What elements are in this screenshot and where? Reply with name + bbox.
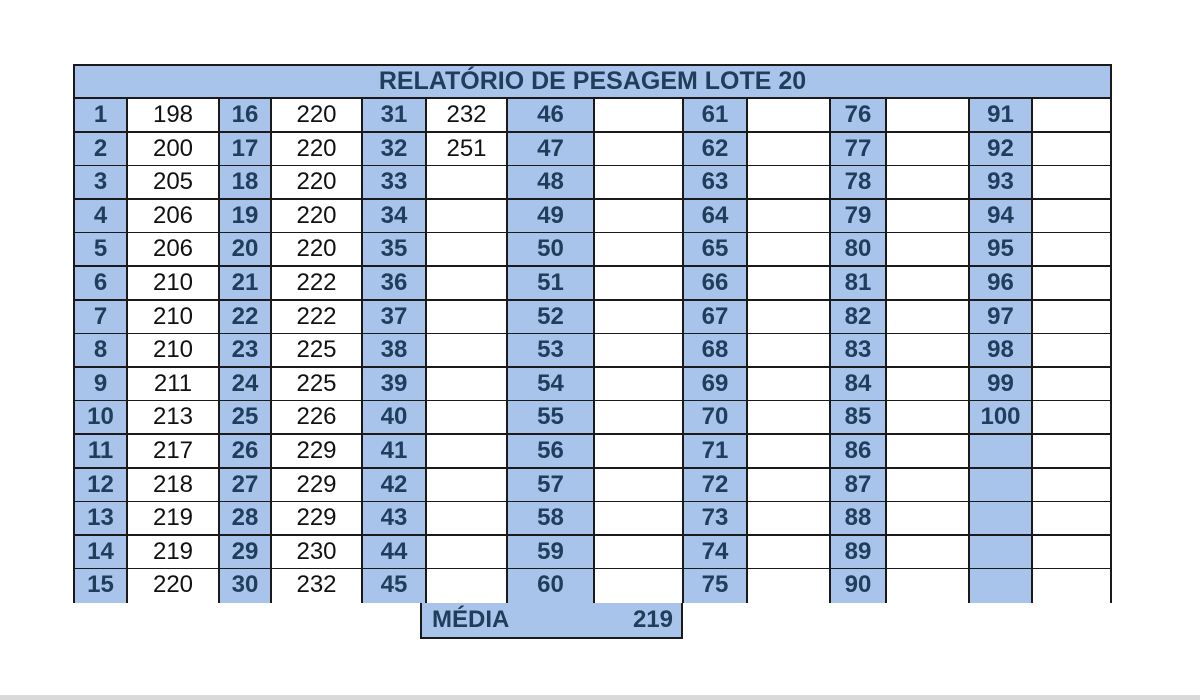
weight-value-cell: 220 <box>272 166 363 200</box>
weight-value-cell <box>887 368 970 402</box>
item-number-cell: 29 <box>220 536 272 570</box>
weight-value-cell <box>595 99 684 133</box>
weight-value-cell: 220 <box>272 200 363 234</box>
weight-value-cell <box>1033 133 1110 167</box>
weight-value-cell <box>595 166 684 200</box>
weight-value-cell <box>887 133 970 167</box>
weight-value-cell <box>427 233 508 267</box>
weight-value-cell <box>427 502 508 536</box>
item-number-cell: 90 <box>831 569 887 603</box>
item-number-cell: 75 <box>684 569 748 603</box>
weight-value-cell <box>887 267 970 301</box>
item-number-cell: 12 <box>75 469 128 503</box>
weight-value-cell <box>427 334 508 368</box>
item-number-cell: 84 <box>831 368 887 402</box>
item-number-cell: 63 <box>684 166 748 200</box>
item-number-cell: 83 <box>831 334 887 368</box>
item-number-cell: 61 <box>684 99 748 133</box>
weight-value-cell: 200 <box>128 133 220 167</box>
item-number-cell: 79 <box>831 200 887 234</box>
weight-value-cell <box>748 435 831 469</box>
weight-value-cell <box>748 469 831 503</box>
item-number-cell: 15 <box>75 569 128 603</box>
weight-value-cell <box>427 435 508 469</box>
item-number-cell: 5 <box>75 233 128 267</box>
weight-value-cell <box>1033 233 1110 267</box>
weight-value-cell: 232 <box>272 569 363 603</box>
average-summary <box>420 603 683 639</box>
weight-value-cell <box>748 401 831 435</box>
weight-value-cell <box>748 233 831 267</box>
item-number-cell: 22 <box>220 301 272 335</box>
weight-value-cell: 251 <box>427 133 508 167</box>
item-number-cell: 3 <box>75 166 128 200</box>
weight-value-cell <box>887 166 970 200</box>
weight-value-cell <box>595 301 684 335</box>
weight-value-cell <box>595 569 684 603</box>
item-number-cell: 62 <box>684 133 748 167</box>
item-number-cell: 60 <box>508 569 595 603</box>
weight-value-cell <box>1033 502 1110 536</box>
weight-value-cell <box>887 435 970 469</box>
item-number-cell: 96 <box>970 267 1033 301</box>
item-number-cell: 56 <box>508 435 595 469</box>
weight-value-cell <box>887 536 970 570</box>
item-number-cell: 28 <box>220 502 272 536</box>
weight-value-cell <box>748 301 831 335</box>
item-number-cell: 85 <box>831 401 887 435</box>
item-number-cell: 14 <box>75 536 128 570</box>
weight-value-cell <box>1033 368 1110 402</box>
weight-value-cell <box>748 200 831 234</box>
item-number-cell: 74 <box>684 536 748 570</box>
item-number-cell: 10 <box>75 401 128 435</box>
item-number-cell: 78 <box>831 166 887 200</box>
item-number-cell: 67 <box>684 301 748 335</box>
weight-value-cell <box>748 334 831 368</box>
weight-value-cell: 229 <box>272 469 363 503</box>
weight-value-cell <box>887 569 970 603</box>
weight-value-cell: 210 <box>128 267 220 301</box>
item-number-cell: 17 <box>220 133 272 167</box>
item-number-cell: 93 <box>970 166 1033 200</box>
weight-value-cell <box>748 166 831 200</box>
item-number-cell: 98 <box>970 334 1033 368</box>
weight-value-cell <box>887 99 970 133</box>
item-number-cell: 80 <box>831 233 887 267</box>
item-number-cell: 44 <box>363 536 427 570</box>
item-number-cell: 31 <box>363 99 427 133</box>
item-number-cell: 99 <box>970 368 1033 402</box>
weight-value-cell: 225 <box>272 368 363 402</box>
item-number-cell: 2 <box>75 133 128 167</box>
weight-value-cell <box>748 99 831 133</box>
item-number-cell: 51 <box>508 267 595 301</box>
weight-value-cell <box>427 267 508 301</box>
item-number-cell: 91 <box>970 99 1033 133</box>
weight-value-cell: 222 <box>272 267 363 301</box>
weight-value-cell <box>1033 334 1110 368</box>
item-number-cell: 32 <box>363 133 427 167</box>
report-title: RELATÓRIO DE PESAGEM LOTE 20 <box>75 66 1110 99</box>
weight-value-cell <box>427 569 508 603</box>
weight-value-cell <box>887 469 970 503</box>
weight-value-cell: 226 <box>272 401 363 435</box>
item-number-cell: 36 <box>363 267 427 301</box>
item-number-cell: 81 <box>831 267 887 301</box>
weight-value-cell: 220 <box>272 133 363 167</box>
weight-value-cell: 219 <box>128 536 220 570</box>
item-number-cell: 49 <box>508 200 595 234</box>
item-number-cell: 1 <box>75 99 128 133</box>
item-number-cell: 24 <box>220 368 272 402</box>
weight-value-cell <box>887 502 970 536</box>
item-number-cell: 4 <box>75 200 128 234</box>
item-number-cell: 86 <box>831 435 887 469</box>
weight-value-cell: 229 <box>272 435 363 469</box>
item-number-cell: 34 <box>363 200 427 234</box>
weight-value-cell: 211 <box>128 368 220 402</box>
weight-value-cell <box>1033 267 1110 301</box>
item-number-cell: 18 <box>220 166 272 200</box>
item-number-cell: 37 <box>363 301 427 335</box>
weight-value-cell <box>595 401 684 435</box>
weight-value-cell <box>748 267 831 301</box>
average-value: 219 <box>632 606 673 633</box>
item-number-cell: 11 <box>75 435 128 469</box>
item-number-cell: 16 <box>220 99 272 133</box>
weight-value-cell <box>427 469 508 503</box>
item-number-cell: 65 <box>684 233 748 267</box>
weight-value-cell: 230 <box>272 536 363 570</box>
weight-value-cell: 218 <box>128 469 220 503</box>
weight-value-cell <box>427 166 508 200</box>
item-number-cell: 69 <box>684 368 748 402</box>
item-number-cell: 26 <box>220 435 272 469</box>
item-number-cell: 94 <box>970 200 1033 234</box>
item-number-cell: 82 <box>831 301 887 335</box>
item-number-cell: 97 <box>970 301 1033 335</box>
item-number-cell: 47 <box>508 133 595 167</box>
bottom-divider <box>0 695 1200 700</box>
item-number-cell: 45 <box>363 569 427 603</box>
weight-value-cell <box>595 334 684 368</box>
item-number-cell: 52 <box>508 301 595 335</box>
item-number-cell <box>970 435 1033 469</box>
weight-value-cell: 217 <box>128 435 220 469</box>
item-number-cell: 59 <box>508 536 595 570</box>
item-number-cell: 39 <box>363 368 427 402</box>
item-number-cell: 71 <box>684 435 748 469</box>
weight-value-cell <box>1033 469 1110 503</box>
item-number-cell: 20 <box>220 233 272 267</box>
weight-value-cell <box>427 401 508 435</box>
weight-value-cell <box>595 200 684 234</box>
weight-value-cell <box>427 536 508 570</box>
weight-value-cell <box>1033 166 1110 200</box>
item-number-cell: 54 <box>508 368 595 402</box>
weight-value-cell <box>887 334 970 368</box>
item-number-cell: 9 <box>75 368 128 402</box>
item-number-cell: 89 <box>831 536 887 570</box>
weight-value-cell: 220 <box>272 233 363 267</box>
weight-value-cell <box>427 368 508 402</box>
weight-value-cell: 220 <box>272 99 363 133</box>
item-number-cell: 35 <box>363 233 427 267</box>
weight-value-cell <box>1033 200 1110 234</box>
weight-value-cell: 205 <box>128 166 220 200</box>
weight-value-cell <box>748 368 831 402</box>
item-number-cell: 87 <box>831 469 887 503</box>
weight-value-cell <box>595 469 684 503</box>
weight-value-cell: 198 <box>128 99 220 133</box>
weight-value-cell <box>595 233 684 267</box>
item-number-cell: 50 <box>508 233 595 267</box>
weight-value-cell: 220 <box>128 569 220 603</box>
weighing-report-table <box>73 64 1112 603</box>
item-number-cell: 100 <box>970 401 1033 435</box>
item-number-cell: 38 <box>363 334 427 368</box>
weight-value-cell: 213 <box>128 401 220 435</box>
weight-value-cell <box>748 536 831 570</box>
item-number-cell: 72 <box>684 469 748 503</box>
item-number-cell: 68 <box>684 334 748 368</box>
item-number-cell: 58 <box>508 502 595 536</box>
item-number-cell: 21 <box>220 267 272 301</box>
item-number-cell: 43 <box>363 502 427 536</box>
weight-value-cell <box>595 536 684 570</box>
weight-value-cell: 206 <box>128 233 220 267</box>
weight-value-cell: 210 <box>128 301 220 335</box>
weight-value-cell: 229 <box>272 502 363 536</box>
weight-value-cell <box>887 200 970 234</box>
item-number-cell <box>970 469 1033 503</box>
weight-value-cell: 219 <box>128 502 220 536</box>
item-number-cell: 57 <box>508 469 595 503</box>
item-number-cell: 8 <box>75 334 128 368</box>
weight-value-cell: 222 <box>272 301 363 335</box>
weight-value-cell: 225 <box>272 334 363 368</box>
item-number-cell: 88 <box>831 502 887 536</box>
item-number-cell: 7 <box>75 301 128 335</box>
item-number-cell: 77 <box>831 133 887 167</box>
weight-value-cell <box>427 301 508 335</box>
item-number-cell <box>970 502 1033 536</box>
item-number-cell: 13 <box>75 502 128 536</box>
weight-value-cell <box>748 502 831 536</box>
item-number-cell: 66 <box>684 267 748 301</box>
weight-value-cell <box>595 368 684 402</box>
item-number-cell: 92 <box>970 133 1033 167</box>
weight-value-cell <box>595 435 684 469</box>
weight-value-cell <box>887 301 970 335</box>
weight-value-cell <box>1033 401 1110 435</box>
item-number-cell <box>970 569 1033 603</box>
item-number-cell: 33 <box>363 166 427 200</box>
weight-value-cell <box>595 502 684 536</box>
item-number-cell: 6 <box>75 267 128 301</box>
item-number-cell: 27 <box>220 469 272 503</box>
weight-value-cell <box>595 267 684 301</box>
item-number-cell: 53 <box>508 334 595 368</box>
item-number-cell: 40 <box>363 401 427 435</box>
item-number-cell: 73 <box>684 502 748 536</box>
item-number-cell: 64 <box>684 200 748 234</box>
weight-value-cell <box>427 200 508 234</box>
item-number-cell: 19 <box>220 200 272 234</box>
weight-value-cell <box>1033 569 1110 603</box>
weight-value-cell <box>887 401 970 435</box>
item-number-cell: 76 <box>831 99 887 133</box>
weight-value-cell <box>1033 435 1110 469</box>
average-label: MÉDIA <box>432 606 510 633</box>
weight-value-cell <box>1033 99 1110 133</box>
item-number-cell <box>970 536 1033 570</box>
item-number-cell: 48 <box>508 166 595 200</box>
item-number-cell: 25 <box>220 401 272 435</box>
weight-value-cell: 206 <box>128 200 220 234</box>
weight-value-cell <box>748 569 831 603</box>
weight-value-cell: 210 <box>128 334 220 368</box>
item-number-cell: 95 <box>970 233 1033 267</box>
weight-value-cell <box>1033 301 1110 335</box>
weight-value-cell <box>595 133 684 167</box>
item-number-cell: 23 <box>220 334 272 368</box>
item-number-cell: 46 <box>508 99 595 133</box>
item-number-cell: 41 <box>363 435 427 469</box>
weight-value-cell <box>887 233 970 267</box>
item-number-cell: 30 <box>220 569 272 603</box>
weight-value-cell <box>1033 536 1110 570</box>
item-number-cell: 55 <box>508 401 595 435</box>
weight-value-cell <box>748 133 831 167</box>
item-number-cell: 42 <box>363 469 427 503</box>
item-number-cell: 70 <box>684 401 748 435</box>
weight-value-cell: 232 <box>427 99 508 133</box>
